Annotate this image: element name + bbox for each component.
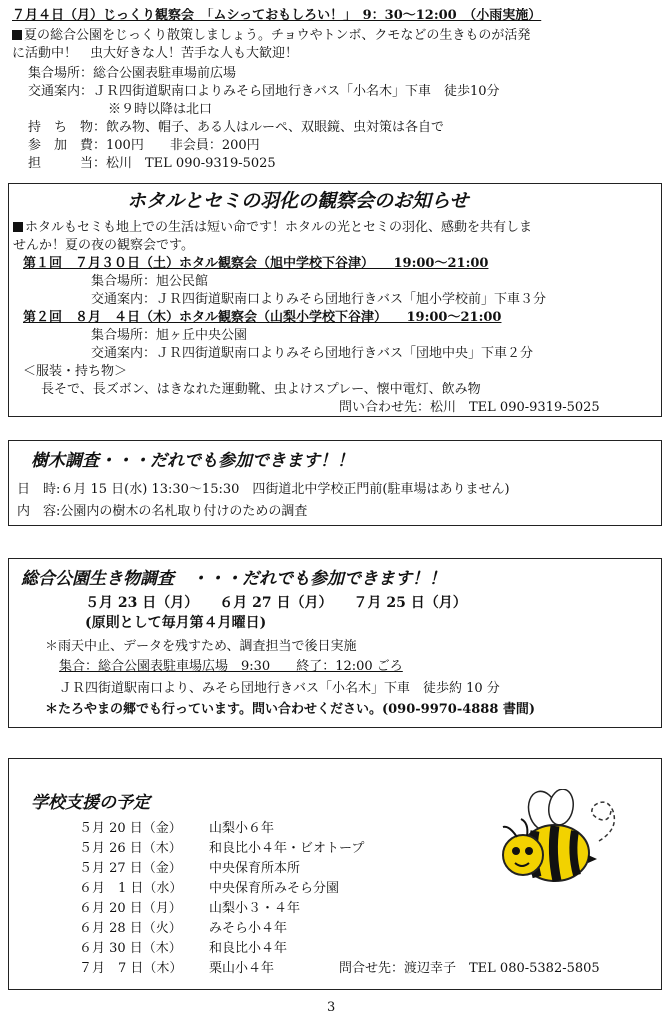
section-title: 総合公園生き物調査 ・・・だれでも参加できます！！ xyxy=(21,569,446,589)
transport-note: ※９時以降は北口 xyxy=(108,102,213,117)
section-title: 学校支援の予定 xyxy=(31,793,150,813)
bullet-square-icon xyxy=(13,222,23,232)
taroyama-note: ＊たろやまの郷でも行っています。問い合わせください。(090-9970-4888 書間) xyxy=(45,702,536,717)
round-1-transport: 交通案内：ＪＲ四街道駅南口よりみそら団地行きバス「旭小学校前」下車３分 xyxy=(91,292,547,307)
section-tree-survey-box xyxy=(8,440,662,526)
contact-info: 問い合わせ先：松川 TEL 090-9319-5025 xyxy=(339,400,600,415)
survey-principle: (原則として毎月第４月曜日) xyxy=(85,615,267,631)
schedule-list: ５月 20 日（金） 山梨小６年 ５月 26 日（木） 和良比小４年・ビオトープ ５月 27 日（金） 中央保育所本所 ６月 1 日（水） 中央保育所みそら分園 ６月 20 日（月） 山梨小３・４年 ６月 28 日（火） みそら小４年 ６月 30 日（木） 和良比小４年 ７月 7 日（木） 栗山小４年 xyxy=(79,821,365,976)
contact-info: 問合せ先：渡辺幸子 TEL 080-5382-5805 xyxy=(339,961,600,976)
round-2-transport: 交通案内：ＪＲ四街道駅南口よりみそら団地行きバス「団地中央」下車２分 xyxy=(91,346,534,361)
clothing-list: 長そで、長ズボン、はきなれた運動靴、虫よけスプレー、懐中電灯、飲み物 xyxy=(41,382,481,397)
round-1-heading: 第１回 ７月３０日（土）ホタル観察会（旭中学校下谷津） 19:00～21:00 xyxy=(23,256,489,271)
intro-line-1: 夏の総合公園をじっくり散策しましょう。チョウやトンボ、クモなどの生きものが活発 xyxy=(12,28,530,44)
transport-info: 交通案内：ＪＲ四街道駅南口よりみそら団地行きバス「小名木」下車 徒歩10分 xyxy=(28,84,500,99)
bee-icon xyxy=(491,789,641,899)
round-1-place: 集合場所：旭公民館 xyxy=(91,274,209,289)
meeting-time: 集合：総合公園表駐車場広場 9:30 終了：12:00 ごろ xyxy=(59,659,403,674)
intro-line-2: に活動中！ 虫大好きな人！苦手な人も大歓迎！ xyxy=(12,46,299,61)
round-2-place: 集合場所：旭ヶ丘中央公園 xyxy=(91,328,248,343)
meeting-place: 集合場所：総合公園表駐車場前広場 xyxy=(28,66,237,81)
rain-note: ＊雨天中止、データを残すため、調査担当で後日実施 xyxy=(45,639,357,654)
section-firefly-box xyxy=(8,183,662,417)
content: 内 容:公園内の樹木の名札取り付けのための調査 xyxy=(17,504,308,519)
intro-line-1: ホタルもセミも地上での生活は短い命です！ホタルの光とセミの羽化、感動を共有しま xyxy=(13,220,532,236)
bullet-square-icon xyxy=(12,30,22,40)
section-creature-survey-box xyxy=(8,558,662,728)
intro-line-2: せんか！夏の夜の観察会です。 xyxy=(13,238,194,253)
participation-fee: 参 加 費：100円 非会員：200円 xyxy=(28,138,260,153)
round-2-heading: 第２回 ８月 ４日（木）ホタル観察会（山梨小学校下谷津） 19:00～21:00 xyxy=(23,310,502,325)
clothing-heading: ＜服装・持ち物＞ xyxy=(23,364,128,379)
date-time: 日 時:６月 15 日(水) 13:30～15:30 四街道北中学校正門前(駐車場はありません) xyxy=(17,482,510,497)
survey-dates: ５月 23 日（月） ６月 27 日（月） ７月 25 日（月） xyxy=(85,595,467,611)
section-title: 樹木調査・・・だれでも参加できます！！ xyxy=(31,451,354,471)
items-to-bring: 持 ち 物：飲み物、帽子、ある人はルーペ、双眼鏡、虫対策は各自で xyxy=(28,120,445,135)
event-header: ７月４日（月）じっくり観察会 「ムシっておもしろい！」 9：30～12:00 （小雨実施） xyxy=(12,8,542,23)
page-number: 3 xyxy=(327,1000,336,1015)
contact-person: 担 当：松川 TEL 090-9319-5025 xyxy=(28,156,276,171)
section-title: ホタルとセミの羽化の観察会のお知らせ xyxy=(127,190,469,212)
section-school-support-box xyxy=(8,758,662,990)
transport-info: ＪＲ四街道駅南口より、みそら団地行きバス「小名木」下車 徒歩約 10 分 xyxy=(59,681,500,696)
